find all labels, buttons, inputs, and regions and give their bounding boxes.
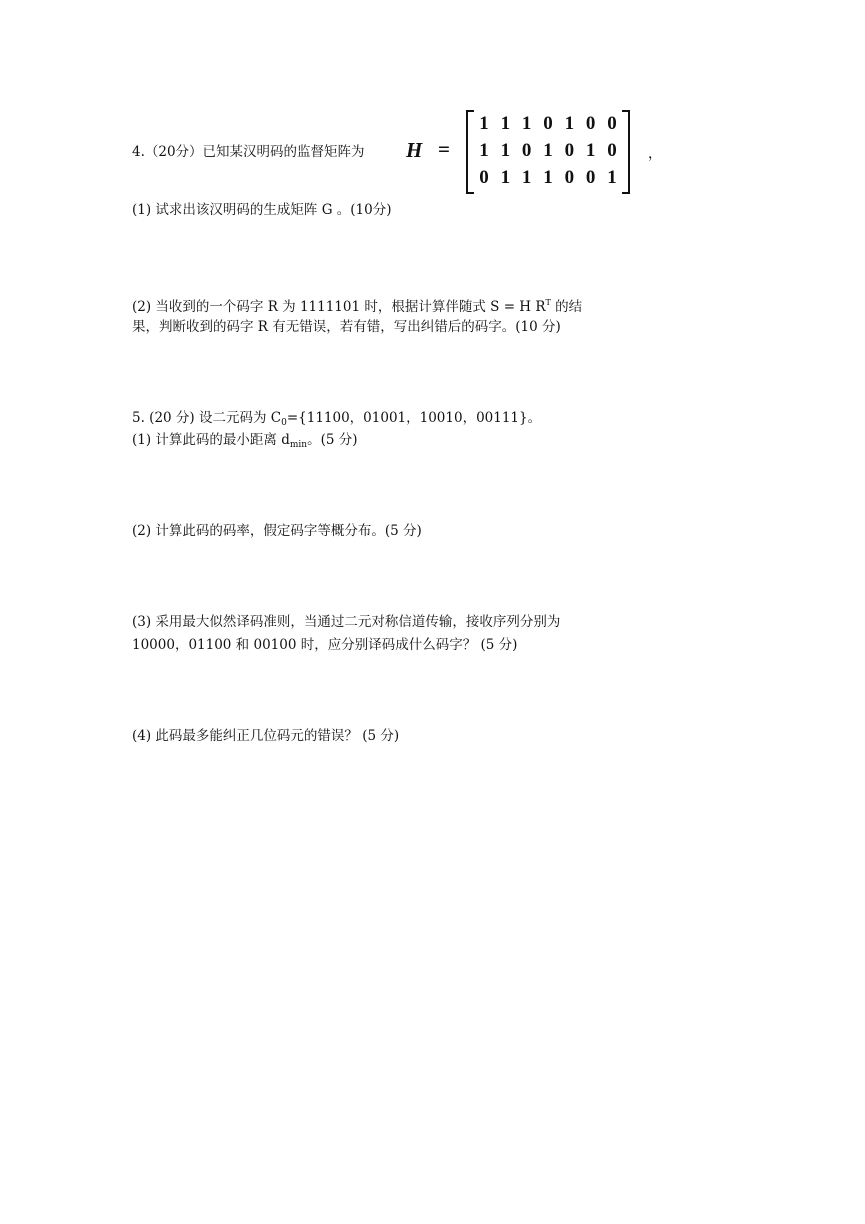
matrix-cell: 1 [479,139,489,161]
code-subscript: 0 [281,418,287,428]
matrix-cell: 0 [521,139,532,161]
matrix-cell: 1 [585,139,596,161]
matrix-cell: 1 [543,166,553,188]
q4-intro: 4.（20分）已知某汉明码的监督矩阵为 [132,144,365,160]
matrix-row [477,164,619,191]
q5-part2: (2) 计算此码的码率，假定码字等概分布。(5 分) [132,523,422,539]
min-subscript: min [289,440,308,450]
h-matrix-symbol: H [406,138,423,162]
matrix-cell: 0 [564,166,575,188]
q5-header-text: 5. (20 分) 设二元码为 C [132,410,282,426]
q4-part2-line2: 果，判断收到的码字 R 有无错误，若有错，写出纠错后的码字。(10 分) [132,319,561,335]
matrix-cell: 1 [543,139,553,161]
matrix-row [477,110,619,137]
q4-part2-line1-tail: 的结 [550,299,583,315]
matrix-left-bracket [466,110,474,194]
q5-header-codewords: ={11100，01001，10010，00111}。 [286,410,542,426]
matrix-cell: 0 [585,166,596,188]
q5-part1 [132,431,358,454]
transpose-superscript: T [545,298,551,307]
q5-part1-text: (1) 计算此码的最小距离 d [132,432,290,448]
matrix-cell: 0 [564,139,575,161]
matrix-cell: 0 [479,166,489,188]
equals-sign: = [438,137,450,161]
matrix-cell: 0 [543,112,553,134]
q4-part2-line1-text: (2) 当收到的一个码字 R 为 1111101 时，根据计算伴随式 S = H R [132,299,546,315]
q5-part3-line1: (3) 采用最大似然译码准则，当通过二元对称信道传输，接收序列分别为 [132,614,561,630]
matrix-row [477,137,619,164]
matrix-cell: 1 [500,112,511,134]
matrix-cell: 1 [500,139,511,161]
parity-check-matrix [477,110,619,191]
matrix-right-bracket [622,110,630,194]
q5-header [132,409,541,432]
matrix-cell: 1 [500,166,511,188]
matrix-cell: 1 [607,166,617,188]
matrix-cell: 0 [607,112,617,134]
matrix-cell: 0 [607,139,617,161]
q4-part2-line1 [132,294,582,316]
matrix-cell: 1 [564,112,575,134]
q5-part3-line2: 10000，01100 和 00100 时，应分别译码成什么码字？ (5 分) [132,637,518,653]
matrix-trailing-comma: ， [648,146,662,162]
matrix-cell: 0 [585,112,596,134]
matrix-cell: 1 [479,112,489,134]
q5-part1-tail: 。(5 分) [307,432,358,448]
q5-part4: (4) 此码最多能纠正几位码元的错误？ (5 分) [132,728,400,744]
q4-part1: (1) 试求出该汉明码的生成矩阵 G 。(10分) [132,202,392,218]
matrix-cell: 1 [521,112,532,134]
matrix-cell: 1 [521,166,532,188]
